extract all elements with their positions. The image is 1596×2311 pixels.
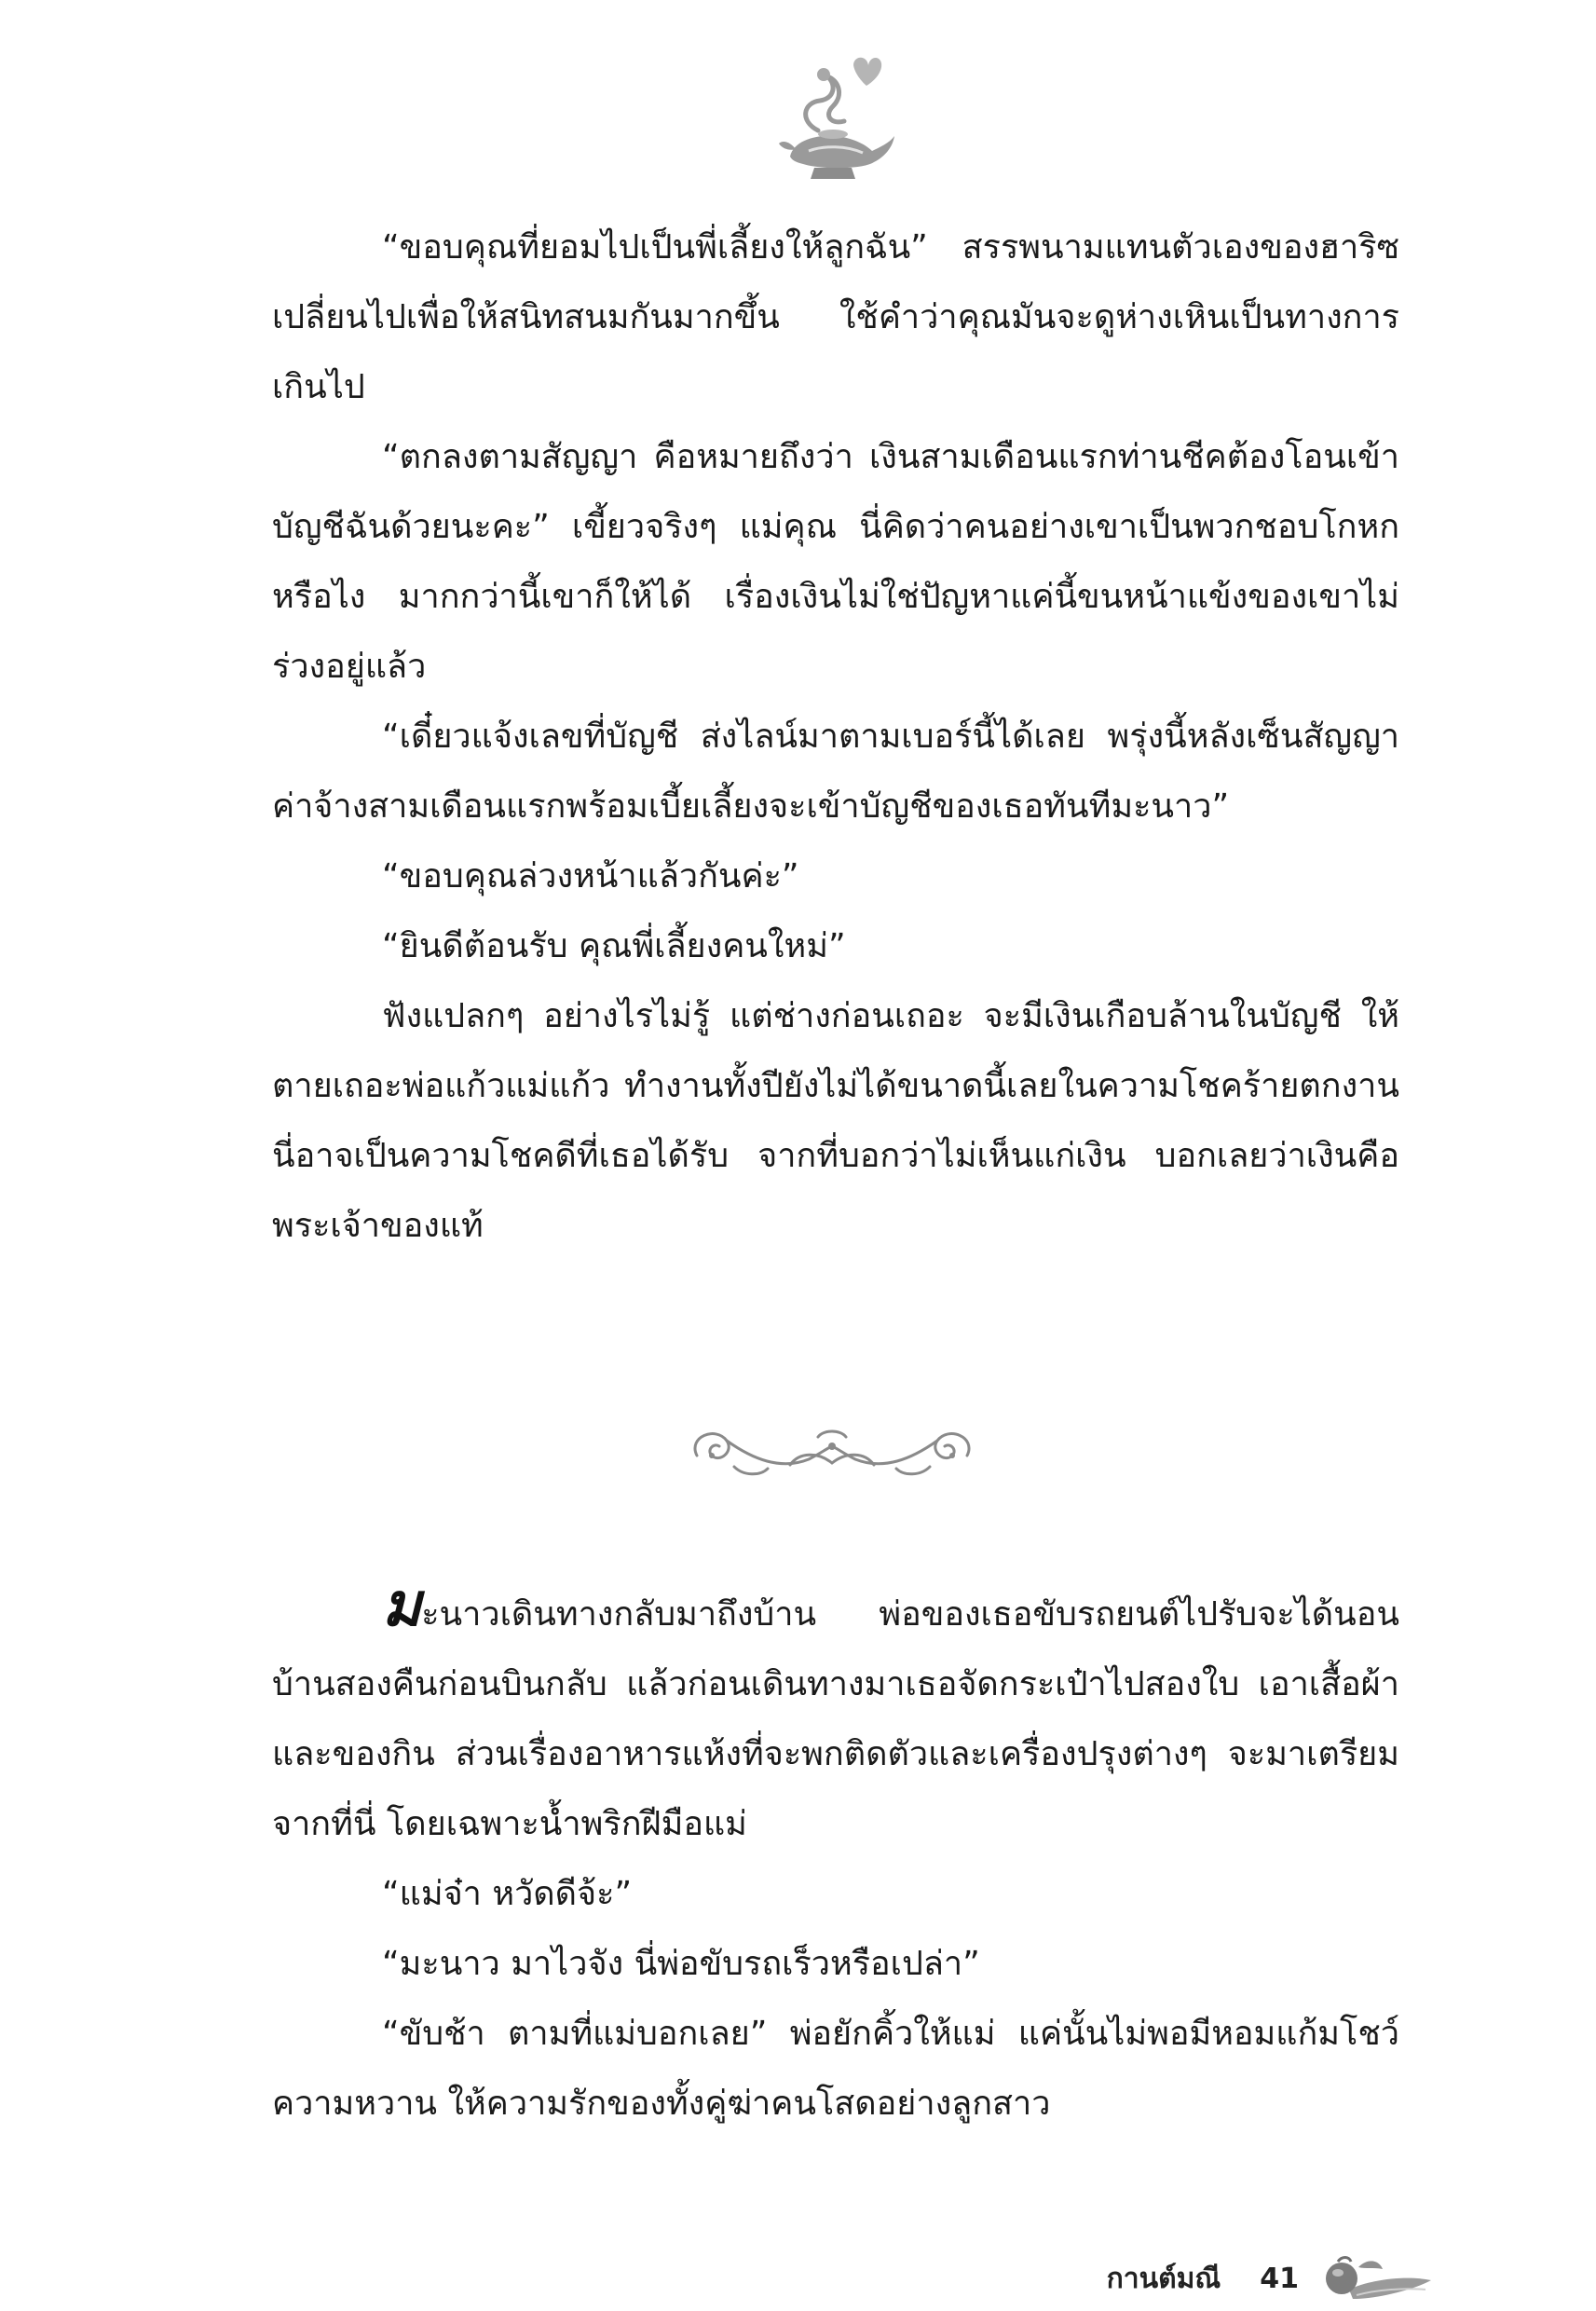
vegetables-icon [1321,2252,1435,2304]
paragraph: “ขอบคุณล่วงหน้าแล้วกันค่ะ” [382,857,799,896]
paragraph: “ยินดีต้อนรับ คุณพี่เลี้ยงคนใหม่” [382,927,846,965]
paragraph: “ขอบคุณที่ยอมไปเป็นพี่เลี้ยงให้ลูกฉัน” สรรพนามแทนตัวเองของฮาริซเปลี่ยนไปเพื่อให้สนิทสนมกันมากขึ้น ใช้คำว่าคุณมันจะดูห่างเหินเป็นทางการเกินไป [272,228,1399,406]
paragraph: “เดี๋ยวแจ้งเลขที่บัญชี ส่งไลน์มาตามเบอร์นี้ได้เลย พรุ่งนี้หลังเซ็นสัญญา ค่าจ้างสามเดือนแรกพร้อมเบี้ยเลี้ยงจะเข้าบัญชีของเธอทันทีมะนาว” [272,718,1399,826]
chapter-opening-paragraph [272,1570,1399,1859]
scroll-divider-icon [678,1418,986,1484]
text-block-bottom [272,1570,1399,2139]
paragraph: “ขับช้า ตามที่แม่บอกเลย” พ่อยักคิ้วให้แม่ แค่นั้นไม่พอมีหอมแก้มโชว์ความหวาน ให้ความรักของทั้งคู่ฆ่าคนโสดอย่างลูกสาว [272,2015,1399,2123]
paragraph: “มะนาว มาไวจัง นี่พ่อขับรถเร็วหรือเปล่า” [382,1945,980,1983]
paragraph: “แม่จ๋า หวัดดีจ้ะ” [382,1875,633,1913]
book-title: กานต์มณี [1106,2262,1221,2295]
paragraph: “ตกลงตามสัญญา คือหมายถึงว่า เงินสามเดือนแรกท่านชีคต้องโอนเข้าบัญชีฉันด้วยนะคะ” เขี้ยวจริงๆ แม่คุณ นี่คิดว่าคนอย่างเขาเป็นพวกชอบโกหกหรือไง มากกว่านี้เขาก็ให้ได้ เรื่องเงินไม่ใช่ปัญหาแค่นี้ขนหน้าแข้งของเขาไม่ร่วงอยู่แล้ว [272,438,1399,686]
page-number: 41 [1260,2262,1299,2295]
drop-cap: ม [382,1570,422,1640]
paragraph-text: ะนาวเดินทางกลับมาถึงบ้าน พ่อของเธอขับรถยนต์ไปรับจะได้นอนบ้านสองคืนก่อนบินกลับ แล้วก่อนเดินทางมาเธอจัดกระเป๋าไปสองใบ เอาเสื้อผ้าและของกิน ส่วนเรื่องอาหารแห้งที่จะพกติดตัวและเครื่องปรุงต่างๆ จะมาเตรียมจากที่นี่ โดยเฉพาะน้ำพริกฝีมือแม่ [272,1595,1399,1843]
page-footer [1044,2250,1435,2306]
text-block-top [272,212,1399,1261]
genie-lamp-icon [762,47,902,186]
paragraph: ฟังแปลกๆ อย่างไรไม่รู้ แต่ช่างก่อนเถอะ จะมีเงินเกือบล้านในบัญชี ให้ตายเถอะพ่อแก้วแม่แก้ว ทำงานทั้งปียังไม่ได้ขนาดนี้เลยในความโชคร้ายตกงาน นี่อาจเป็นความโชคดีที่เธอได้รับ จากที่บอกว่าไม่เห็นแก่เงิน บอกเลยว่าเงินคือพระเจ้าของแท้ [272,997,1399,1245]
